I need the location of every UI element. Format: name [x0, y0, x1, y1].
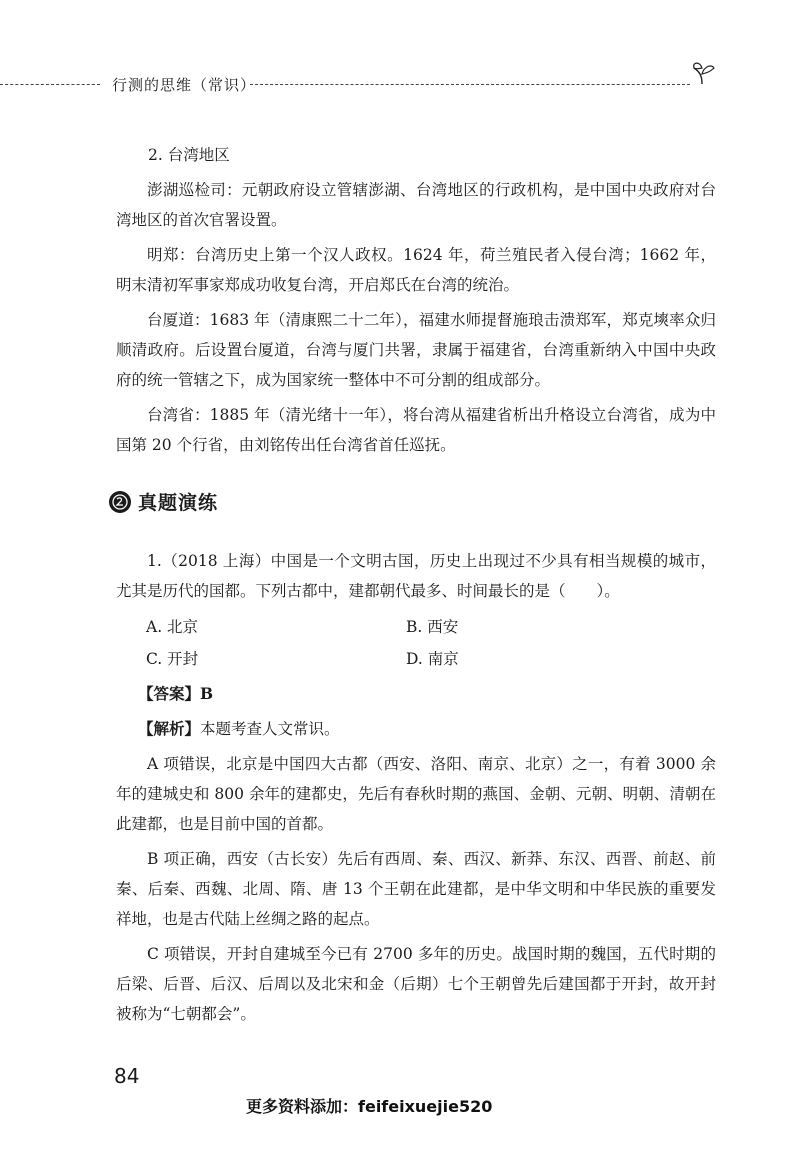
- header-rule-right: [250, 84, 690, 85]
- running-header: [0, 70, 800, 104]
- header-rule-left: [0, 84, 100, 85]
- analysis-text: 本题考查人文常识。: [200, 720, 340, 738]
- footer-note: 更多资料添加：feifeixuejie520: [246, 1097, 493, 1116]
- practice-section-title: 真题演练: [138, 492, 219, 514]
- page-number: 84: [114, 1064, 140, 1088]
- option-d: D. 南京: [406, 650, 459, 668]
- answer-options: [116, 611, 716, 675]
- explanation-a: A 项错误，北京是中国四大古都（西安、洛阳、南京、北京）之一，有着 3000 余年的建城史和 800 余年的建都史，先后有春秋时期的燕国、金朝、元朝、明朝、清朝在此建都，也是目前中国的首都。: [116, 755, 716, 833]
- analysis-line: [116, 714, 716, 744]
- analysis-label: 【解析】: [138, 719, 201, 738]
- paragraph-taixiadao: 台厦道：1683 年（清康熙二十二年），福建水师提督施琅击溃郑军，郑克塽率众归顺清政府。后设置台厦道，台湾与厦门共署，隶属于福建省，台湾重新纳入中国中央政府的统一管辖之下，成为国家统一整体中不可分割的组成部分。: [116, 311, 716, 389]
- explanation-c: C 项错误，开封自建城至今已有 2700 多年的历史。战国时期的魏国，五代时期的后梁、后晋、后汉、后周以及北宋和金（后期）七个王朝曾先后建国都于开封，故开封被称为“七朝都会”。: [116, 945, 716, 1023]
- header-title: 行测的思维（常识）: [112, 76, 257, 94]
- answer-value: B: [200, 684, 214, 703]
- answer-label: 【答案】: [138, 684, 201, 703]
- paragraph-penghu: 澎湖巡检司：元朝政府设立管辖澎湖、台湾地区的行政机构，是中国中央政府对台湾地区的首次官署设置。: [116, 181, 716, 229]
- paragraph-taiwan-province: 台湾省：1885 年（清光绪十一年），将台湾从福建省析出升格设立台湾省，成为中国第 20 个行省，由刘铭传出任台湾省首任巡抚。: [116, 406, 716, 454]
- option-c: C. 开封: [146, 650, 199, 668]
- section-badge-icon: [108, 490, 132, 514]
- page-body: [116, 140, 716, 1034]
- question-text: 1.（2018 上海）中国是一个文明古国，历史上出现过不少具有相当规模的城市，尤其是历代的国都。下列古都中，建都朝代最多、时间最长的是（ ）。: [116, 552, 716, 600]
- option-a: A. 北京: [146, 618, 199, 636]
- practice-section-header: [108, 486, 716, 526]
- option-b: B. 西安: [406, 618, 459, 636]
- section-heading-taiwan: 2. 台湾地区: [148, 146, 230, 164]
- paragraph-mingzheng: 明郑：台湾历史上第一个汉人政权。1624 年，荷兰殖民者入侵台湾；1662 年，明末清初军事家郑成功收复台湾，开启郑氏在台湾的统治。: [116, 246, 716, 294]
- sprout-icon: [688, 58, 718, 88]
- answer-line: [116, 679, 716, 709]
- explanation-b: B 项正确，西安（古长安）先后有西周、秦、西汉、新莽、东汉、西晋、前赵、前秦、后秦、西魏、北周、隋、唐 13 个王朝在此建都，是中华文明和中华民族的重要发祥地，也是古代陆上丝绸之路的起点。: [116, 850, 716, 928]
